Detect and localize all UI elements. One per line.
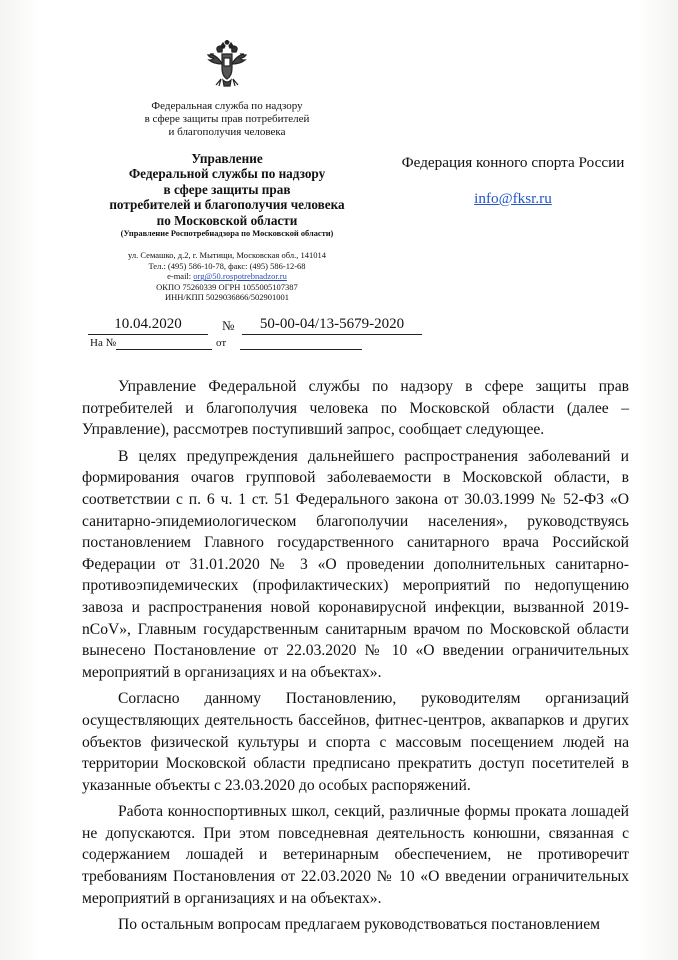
email-label: e-mail: xyxy=(167,271,194,282)
phone: Тел.: (495) 586-10-78, факс: (495) 586-12-68 xyxy=(148,260,306,271)
body-paragraph: Управление Федеральной службы по надзору в сфере защиты прав потребителей и благополучия человека по Московской области (далее – Управление), рассмотрев поступивший запрос, сообщает следующее. xyxy=(82,378,629,439)
reply-number-blank xyxy=(116,349,212,350)
registration-line xyxy=(82,316,412,356)
double-headed-eagle-emblem-icon xyxy=(204,40,250,92)
dept-line: по Московской области xyxy=(156,212,298,228)
letter-date: 10.04.2020 xyxy=(88,316,208,335)
service-line: Федеральная служба по надзору xyxy=(151,100,303,112)
service-name xyxy=(82,100,372,139)
sender-email-link[interactable]: org@50.rospotrebnadzor.ru xyxy=(193,271,287,282)
body-paragraph: Работа конноспортивных школ, секций, различные формы проката лошадей не допускаются. При этом повседневная деятельность конюшни, связанная с содержанием лошадей и ветеринарным обеспечением, не противоречит требованиям Постановления от 22.03.2020 № 10 «О введении ограничительных мероприятий в организациях и на объектах». xyxy=(82,803,629,907)
body-paragraph: Согласно данному Постановлению, руководителям организаций осуществляющих деятельность бассейнов, фитнес-центров, аквапарков и других объектов физической культуры и спорта с массовым посещением людей на территории Московской области предписано прекратить доступ посетителей в указанные объекты с 23.03.2020 до особых распоряжений. xyxy=(82,690,629,794)
reply-number-label: На № xyxy=(90,337,117,349)
reply-date-blank xyxy=(240,349,362,350)
letter-body xyxy=(82,376,629,941)
inn-kpp: ИНН/КПП 5029036866/502901001 xyxy=(165,292,289,303)
service-line: в сфере защиты прав потребителей xyxy=(144,113,310,125)
contact-details xyxy=(82,250,372,303)
email-line xyxy=(82,271,372,282)
service-line: и благополучия человека xyxy=(168,126,286,138)
dept-line: потребителей и благополучия человека xyxy=(109,197,345,213)
recipient-email-link[interactable]: info@fksr.ru xyxy=(474,190,552,207)
department-short-name: (Управление Роспотребнадзора по Московской области) xyxy=(120,229,334,239)
body-paragraph: В целях предупреждения дальнейшего распространения заболеваний и формирования очагов групповой заболеваемости в Московской области, в соответствии с п. 6 ч. 1 ст. 51 Федерального закона от 30.03.1999 № 52-ФЗ «О санитарно-эпидемиологическом благополучии населения», руководствуясь постановлением Главного государственного санитарного врача Российской Федерации от 31.01.2020 № 3 «О проведении дополнительных санитарно-противоэпидемических (профилактических) мероприятий по недопущению завоза и распространения новой коронавирусной инфекции, вызванной 2019-nCoV», Главным государственным санитарным врачом по Московской области вынесено Постановление от 22.03.2020 № 10 «О введении ограничительных мероприятий в организациях и на объектах». xyxy=(82,447,629,681)
address: ул. Семашко, д.2, г. Мытищи, Московская обл., 141014 xyxy=(128,250,326,261)
number-label: № xyxy=(222,318,235,333)
dept-line: Федеральной службы по надзору xyxy=(128,166,326,182)
sender-block xyxy=(82,40,372,303)
reply-from-label: от xyxy=(216,337,227,349)
department-name xyxy=(82,151,372,228)
dept-line: Управление xyxy=(191,151,263,166)
registry-codes: ОКПО 75260339 ОГРН 1055005107387 xyxy=(156,281,298,292)
recipient-block xyxy=(378,154,648,208)
dept-line: в сфере защиты прав xyxy=(163,181,291,197)
letter-number: 50-00-04/13-5679-2020 xyxy=(242,316,422,335)
recipient-name: Федерация конного спорта России xyxy=(401,154,625,171)
body-paragraph: По остальным вопросам предлагаем руководствоваться постановлением xyxy=(118,916,601,934)
